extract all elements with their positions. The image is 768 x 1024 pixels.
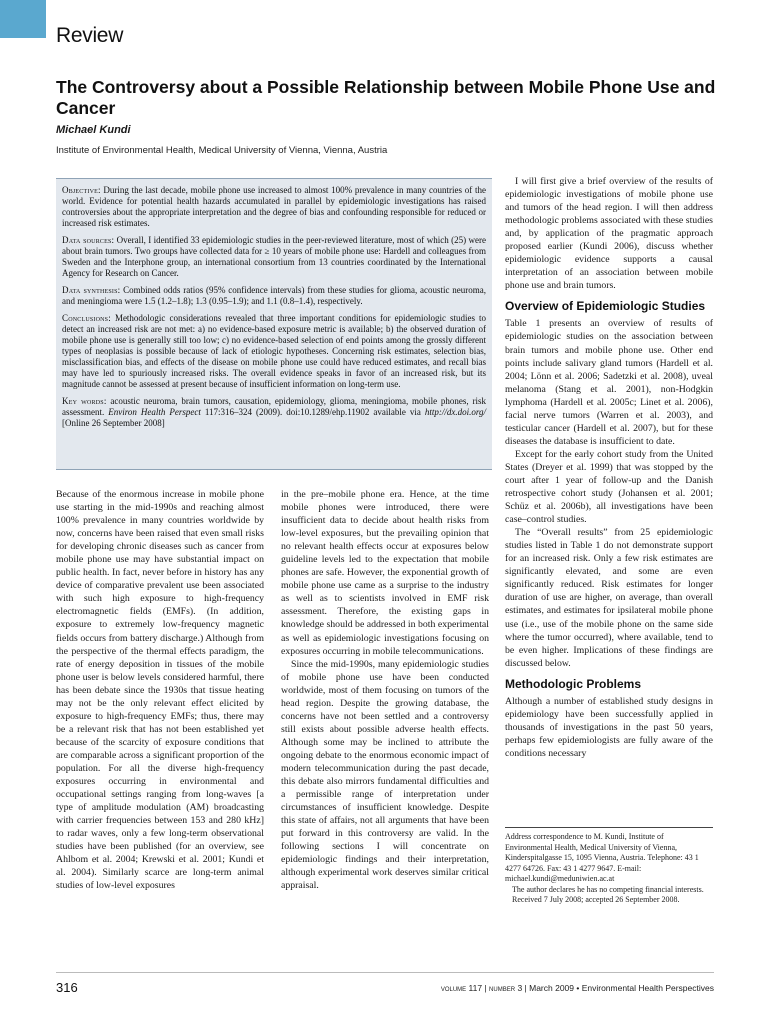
section-label: Review [56,24,124,47]
page-number: 316 [56,980,78,995]
abstract-conclusions-text: Methodologic considerations revealed that three important conditions for epidemiologic studies to detect an increased risk are not met: a) no evidence-based exposure metric is available; b) the observed duration of mobile phone use is generally still too low; c) no evidence-based selection of end points among the grossly different types of neoplasias is possible because of lack of etiologic hypotheses. Concerning risk estimates, selection bias, misclassification bias, and effects of the disease on mobile phone use could have reduced estimates, and recall bias may have led to spuriously increased risks. The overall evidence speaks in favor of an increased risk, but its magnitude cannot be assessed at present because of insufficient information on long-term use. [62,313,486,389]
abstract-keywords [62,396,486,429]
citation-date: [Online 26 September 2008] [62,418,165,428]
section-color-tab [0,0,46,38]
section-heading-methodologic: Methodologic Problems [505,676,642,691]
article-title: The Controversy about a Possible Relationship between Mobile Phone Use and Cancer [56,77,716,118]
citation-details: 117:316–324 (2009). doi:10.1289/ehp.11902 available via [204,407,421,417]
body-paragraph: Since the mid-1990s, many epidemiologic studies of mobile phone use have been conducted worldwide, most of them focusing on tumors of the head region. Despite the growing database, the concerns have not been settled and a controversy still exists about possible adverse health effects. Although some may be inclined to attribute the ongoing debate to the enormous economic impact of modern telecommunication during the past decade, this debate also mirrors fundamental difficulties and a permissible range of interpretation under circumstances of insufficient knowledge. Despite this state of affairs, not all arguments that have been put forward in this controversy are valid. In the following sections I will concentrate on epidemiologic findings and their interpretation, although experimental work deserves similar critical appraisal. [281,658,489,892]
citation-url[interactable]: http://dx.doi.org/ [424,407,486,417]
section-heading-overview: Overview of Epidemiologic Studies [505,299,706,314]
journal-name: Environmental Health Perspectives [581,983,714,993]
body-paragraph: in the pre–mobile phone era. Hence, at the time mobile phones were introduced, there were insufficient data to decide about health risks from low-level exposures, but the prevailing opinion that no relevant health effects occur at exposures below guideline levels led to the expectation that mobile phones are safe. However, the exponential growth of mobile phone use came as a surprise to the industry as well as to scientists involved in EMF risk assessment. Therefore, the existing gaps in knowledge should be addressed in both experimental as well as epidemiologic investigations focusing on exposures occurring in mobile telecommunications. [281,489,489,657]
competing-interests: The author declares he has no competing financial interests. [512,884,704,894]
correspondence-address: Address correspondence to M. Kundi, Institute of Environmental Health, Medical University of Vienna, Kinderspitalgasse 15, 1095 Vienna, Austria. Telephone: 43 1 4277 64726. Fax: 43 1 4277 9647. E-mail: michael.kundi@meduniwien.ac.at [505,832,699,883]
abstract-objective [62,185,486,229]
abstract-conclusions-label: Conclusions: [62,313,111,323]
body-paragraph: The “Overall results” from 25 epidemiologic studies listed in Table 1 do not demonstrate support for an increased risk. Only a few risk estimates are significantly elevated, and some are even significantly reduced. Risk estimates for longer duration of use are higher, on average, than overall estimates, and estimates for ipsilateral mobile phone use (i.e., use of the mobile phone on the same side where the tumor occurred), where available, tend to be even higher. Implications of these findings are discussed below. [505,527,713,669]
body-paragraph: Although a number of established study designs in epidemiology have been successfully applied in thousands of investigations in the past 50 years, perhaps few epidemiologists are fully aware of the conditions necessary [505,695,713,759]
volume-label: volume [440,983,467,993]
body-column-3 [505,175,713,760]
abstract-sources-label: Data sources: [62,235,115,245]
body-column-1 [56,488,264,892]
abstract-data-sources [62,235,486,279]
abstract-synthesis-text: Combined odds ratios (95% confidence intervals) from these studies for glioma, acoustic neuroma, and meningioma were 1.5 (1.2–1.8); 1.3 (0.95–1.9); and 1.1 (0.8–1.4), respectively. [62,285,487,306]
author-affiliation: Institute of Environmental Health, Medical University of Vienna, Vienna, Austria [56,145,388,156]
abstract-sources-text: Overall, I identified 33 epidemiologic studies in the peer-reviewed literature, most of which (25) were about brain tumors. Two groups have collected data for ≥ 10 years of mobile phone use: Hardell and colleagues from Sweden and the Interphone group, an international consortium from 13 countries coordinated by the International Agency for Research on Cancer. [62,235,486,278]
citation-journal: Environ Health Perspect [108,407,201,417]
body-paragraph: I will first give a brief overview of the results of epidemiologic investigations of mobile phone use and tumors of the head region. I will then address methodologic problems associated with these studies and, by application of the pragmatic approach proposed earlier (Kundi 2006), discuss whether epidemiologic evidence supports a causal interpretation of an association between mobile phone use and brain tumors. [505,176,713,292]
body-column-2 [281,488,489,892]
abstract-synthesis-label: Data synthesis: [62,285,121,295]
body-paragraph: Table 1 presents an overview of results of epidemiologic studies on the association between brain tumors and mobile phone use. Other end points include salivary gland tumors (Hardell et al. 2004; Lönn et al. 2006; Sadetzki et al. 2008), uveal melanoma (Stang et al. 2001), non-Hodgkin lymphoma (Hardell et al. 2005c; Linet et al. 2006), facial nerve tumors (Warren et al. 2003), and testicular cancer (Hardell et al. 2007), but for these diseases the database is insufficient to date. [505,318,713,447]
abstract-objective-text: During the last decade, mobile phone use increased to almost 100% prevalence in many countries of the world. Evidence for potential health hazards accumulated in parallel by epidemiologic investigations has raised controversies about the appropriate interpretation and the degree of bias and confounding responsible for reduced or increased risk estimates. [62,185,486,228]
issue-label: number [489,983,516,993]
volume-number: 117 [468,983,483,993]
body-paragraph: Because of the enormous increase in mobile phone use starting in the mid-1990s and reaching almost 100% prevalence in many countries worldwide by now, concerns have been raised that even small risks for developing chronic diseases such as cancer from mobile phone use may have substantial impact on public health. In fact, never before in history has any device of comparative prevalent use been associated with such high exposure to high-frequency electromagnetic fields (EMFs). (In addition, exposure to extremely low-frequency magnetic fields occurs from battery discharge.) Although from the perspective of the thermal effects paradigm, the rate of energy deposition in tissues of the mobile phone user is below levels considered harmful, there has been debate since the 1930s that tissue heating may not be the only relevant effect elicited by exposure to high-frequency EMFs; thus, there may be a relevant risk that has not been established yet because of the scarcity of exposure conditions that are comparable across a significant proportion of the population. For all the diverse high-frequency exposures occurring in environmental and occupational settings ranging from long-waves [a type of amplitude modulation (AM) broadcasting with carrier frequencies between 153 and 280 kHz] to radar waves, only a few long-term observational studies have been published (for an overview, see Ahlbom et al. 2004; Krewski et al. 2001; Kundi et al. 2004). Similarly scarce are long-term animal studies of low-level exposures [56,489,264,892]
correspondence-note [505,827,713,906]
body-paragraph: Except for the early cohort study from the United States (Dreyer et al. 1999) that was stopped by the court after 1 year of follow-up and the Danish retrospective cohort study (Johansen et al. 2001; Schüz et al. 2006b), all investigations have been case–control studies. [505,448,713,526]
abstract-keywords-text: acoustic neuroma, brain tumors, causation, epidemiology, glioma, meningioma, mobile phones, risk assessment. [62,396,487,417]
author-name: Michael Kundi [56,124,131,136]
footer-rule [56,972,714,973]
abstract-objective-label: Objective: [62,185,101,195]
abstract-conclusions [62,313,486,390]
issue-number: 3 [517,983,523,993]
abstract-keywords-label: Key words: [62,396,107,406]
abstract-data-synthesis [62,285,486,307]
received-dates: Received 7 July 2008; accepted 26 September 2008. [512,895,680,904]
running-footer: volume 117 | number 3 | March 2009 • Environmental Health Perspectives [440,983,714,993]
abstract-box [56,178,492,470]
issue-date: March 2009 [529,983,574,993]
